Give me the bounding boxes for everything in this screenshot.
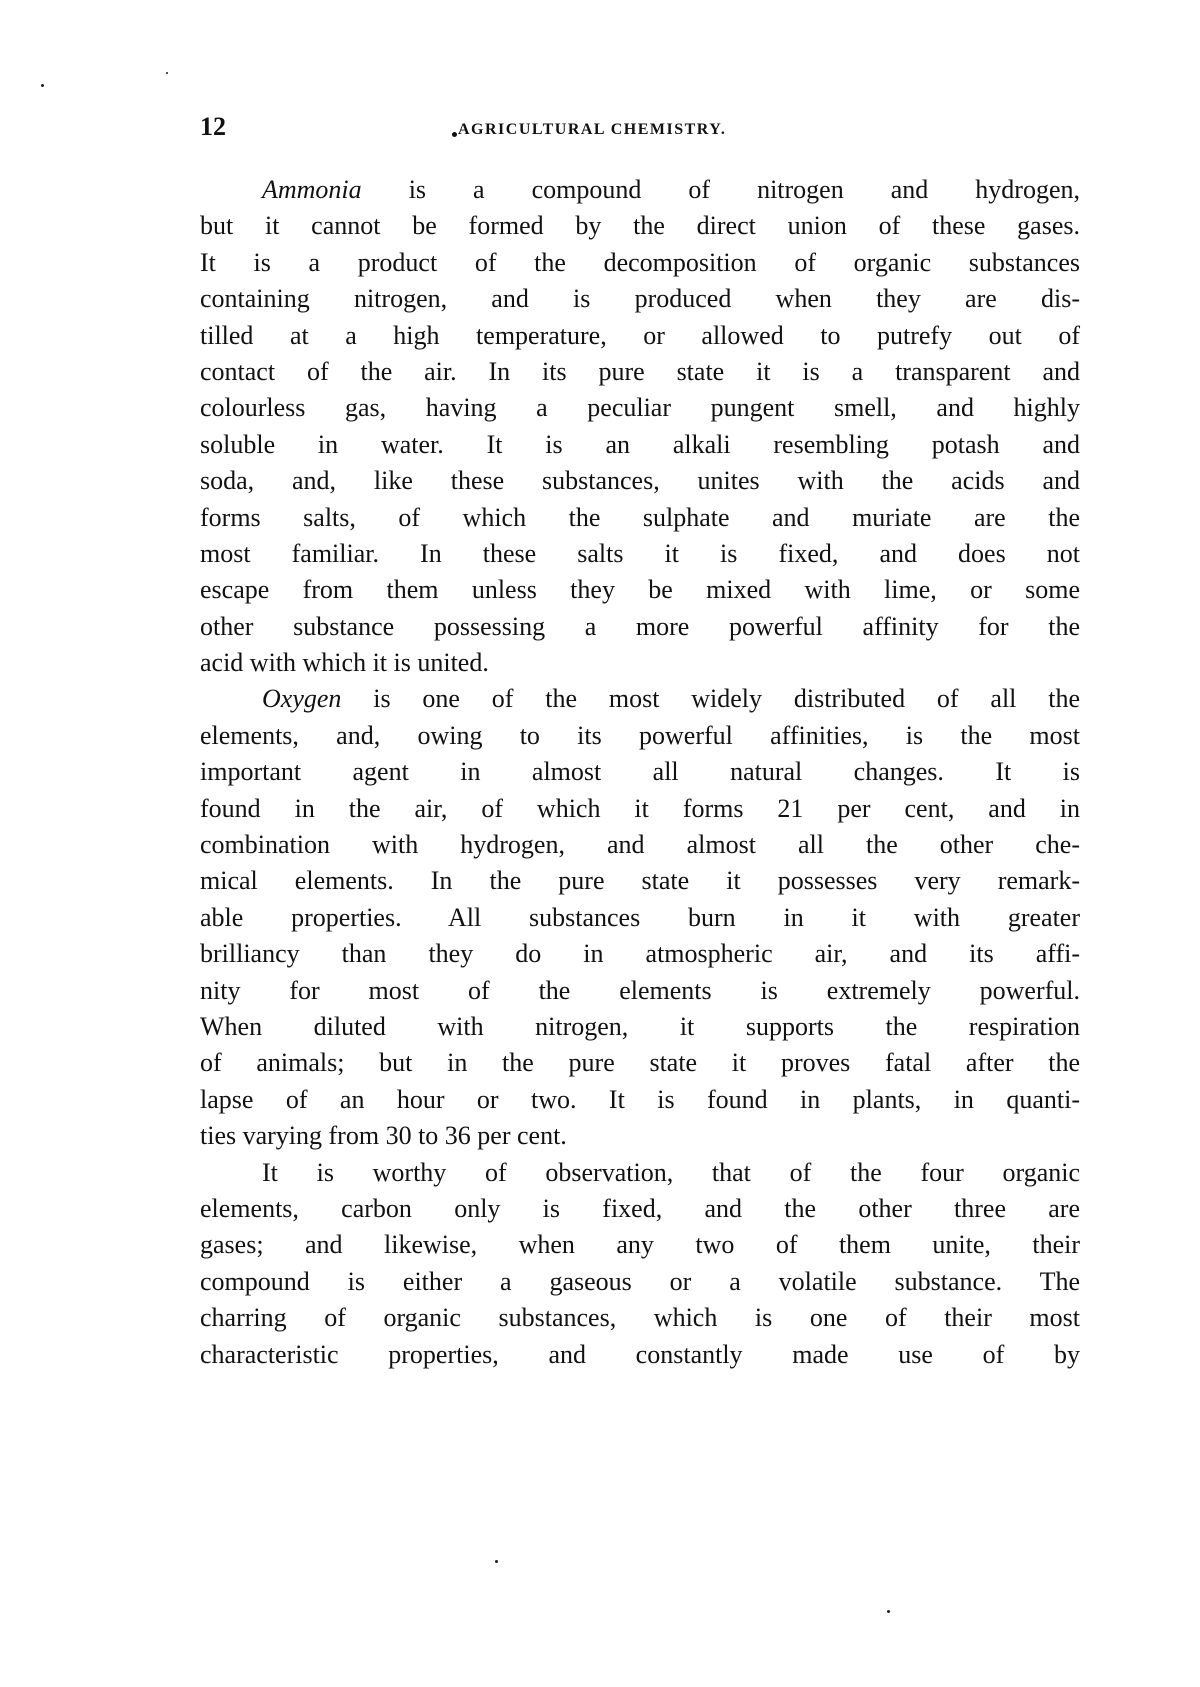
text-line: but it cannot be formed by the direct union of these gases. [200, 211, 1080, 241]
text-line: gases; and likewise, when any two of them unite, their [200, 1230, 1080, 1260]
text-line: of animals; but in the pure state it proves fatal after the [200, 1048, 1080, 1078]
text-line: forms salts, of which the sulphate and muriate are the [200, 502, 1080, 532]
text-line: found in the air, of which it forms 21 per cent, and in [200, 793, 1080, 823]
text-line: mical elements. In the pure state it possesses very remark- [200, 866, 1080, 896]
running-head: AGRICULTURAL CHEMISTRY. [458, 121, 727, 138]
text-line: colourless gas, having a peculiar pungent smell, and highly [200, 393, 1080, 423]
text-line: When diluted with nitrogen, it supports the respiration [200, 1011, 1080, 1041]
page-header [200, 112, 1080, 142]
paragraph-organic-elements [200, 1155, 1080, 1373]
text-line: escape from them unless they be mixed with lime, or some [200, 575, 1080, 605]
scan-speck [887, 1610, 890, 1613]
text-line: Oxygen is one of the most widely distributed of all the [262, 684, 1080, 714]
text-line: elements, and, owing to its powerful affinities, is the most [200, 720, 1080, 750]
text-line: soluble in water. It is an alkali resembling potash and [200, 429, 1080, 459]
text-line: Ammonia is a compound of nitrogen and hydrogen, [262, 175, 1080, 204]
scan-speck [166, 72, 168, 74]
text-line: lapse of an hour or two. It is found in plants, in quanti- [200, 1084, 1080, 1114]
text-line: charring of organic substances, which is one of their most [200, 1303, 1080, 1333]
body-text [200, 172, 1080, 1373]
text-line: ties varying from 30 to 36 per cent. [200, 1121, 567, 1151]
text-line: nity for most of the elements is extremely powerful. [200, 975, 1080, 1005]
italic-term: Oxygen [262, 684, 342, 714]
ink-speck [452, 132, 457, 137]
paragraph-oxygen [200, 681, 1080, 1154]
text-line: tilled at a high temperature, or allowed to putrefy out of [200, 320, 1080, 350]
scan-speck [495, 1560, 498, 1563]
text-line: It is a product of the decomposition of organic substances [200, 247, 1080, 277]
text-line: brilliancy than they do in atmospheric air, and its affi- [200, 939, 1080, 969]
page-number: 12 [200, 112, 226, 141]
text-line: most familiar. In these salts it is fixed, and does not [200, 538, 1080, 568]
text-line: important agent in almost all natural changes. It is [200, 757, 1080, 787]
text-line: soda, and, like these substances, unites with the acids and [200, 466, 1080, 496]
text-line: It is worthy of observation, that of the four organic [262, 1157, 1080, 1187]
text-line: compound is either a gaseous or a volatile substance. The [200, 1266, 1080, 1296]
paragraph-ammonia [200, 172, 1080, 681]
scan-speck [41, 84, 44, 87]
text-line: able properties. All substances burn in it with greater [200, 902, 1080, 932]
text-line: other substance possessing a more powerful affinity for the [200, 611, 1080, 641]
text-line: containing nitrogen, and is produced when they are dis- [200, 284, 1080, 314]
text-line: contact of the air. In its pure state it is a transparent and [200, 356, 1080, 386]
text-line: elements, carbon only is fixed, and the other three are [200, 1193, 1080, 1223]
italic-term: Ammonia [262, 175, 362, 204]
text-line: combination with hydrogen, and almost all the other che- [200, 830, 1080, 860]
text-line: acid with which it is united. [200, 648, 489, 678]
text-line: characteristic properties, and constantly made use of by [200, 1339, 1080, 1369]
